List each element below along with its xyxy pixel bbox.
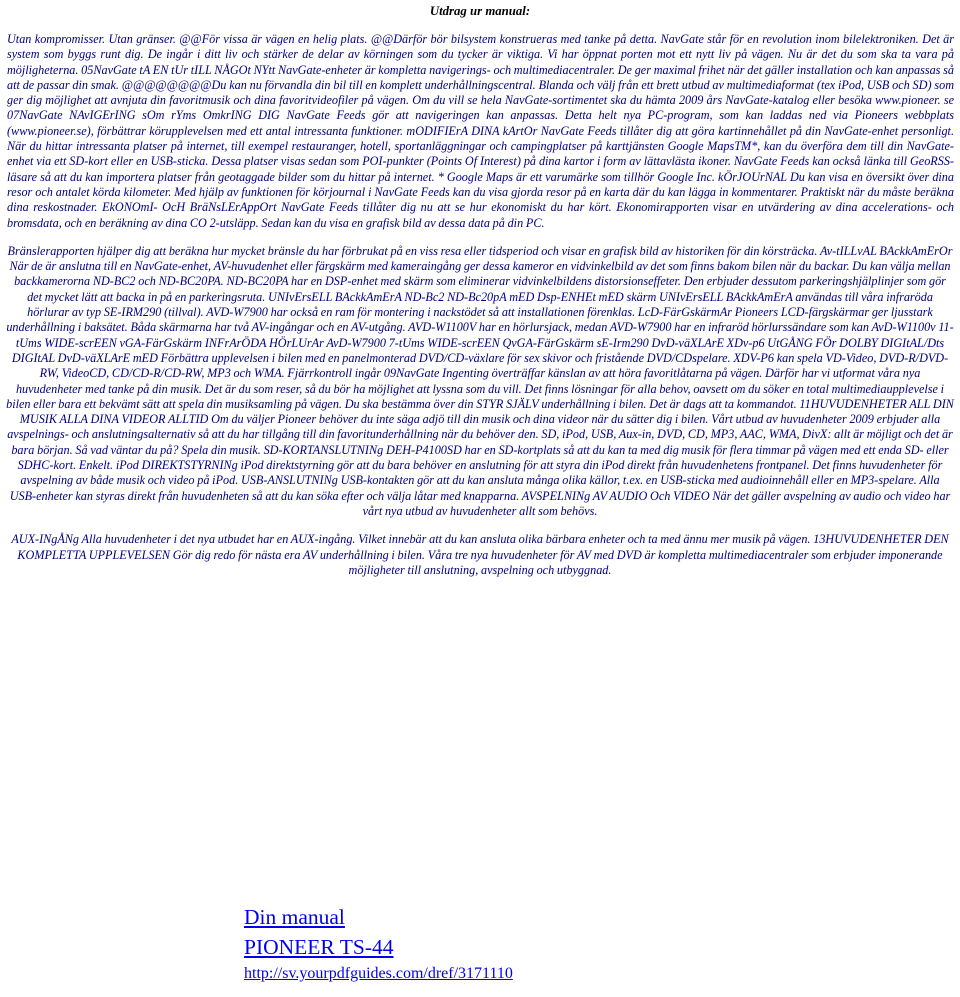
product-link[interactable]: PIONEER TS-44 xyxy=(244,935,394,959)
url-link[interactable]: http://sv.yourpdfguides.com/dref/3171110 xyxy=(244,965,513,982)
spacer xyxy=(0,519,960,532)
page-title: Utdrag ur manual: xyxy=(429,4,531,18)
paragraph-fuel-report: Bränslerapporten hjälper dig att beräkna hur mycket bränsle du har förbrukat på en viss resa eller tidsperiod och visar en grafisk bild av historiken för din körsträcka. Av-tILLvAL BAckkAmErOr När de är anslutna till en NavGate-enhet, AV-huvudenhet eller färgskärm med kameraingång ger dessa kameror en vidvinkelbild av det som finns bakom bilen när du backar. Du kan välja mellan backkamerorna ND-BC2 och ND-BC20PA. ND-BC20PA har en DSP-enhet med skärm som eliminerar vidvinkelbildens distorsionseffeter. Den erbjuder dessutom parkeringshjälplinjer som gör det mycket lätt att backa in på en parkeringsruta. UNIvErsELL BAckkAmErA ND-Bc2 ND-Bc20pA mED Dsp-ENHEt mED skärm UNIvErsELL BAckkAmErA användas till våra infraröda hörlurar av typ SE-IRM290 (tillval). AVD-W7900 har också en ram för montering i nackstödet så att installationen förenklas. LcD-FärGskärmAr Pioneers LCD-färgskärmar ger ljusstark underhållning i baksätet. Båda skärmarna har två AV-ingångar och en AV-utgång. AVD-W1100V har en hörlursjack, medan AVD-W7900 har en infraröd hörlurssändare som kan AvD-W1100v 11-tUms WIDE-scrEEN vGA-FärGskärm INFrArÖDA HÖrLUrAr AvD-W7900 7-tUms WIDE-scrEEN QvGA-FärGskärm sE-Irm290 DvD-väXLArE XDv-p6 UtGÅNG FÖr DOLBY DIGItAL/Dts DIGItAL DvD-väXLArE mED Förbättra upplevelsen i bilen med en panelmonterad DVD/CD-växlare för sex skivor och fristående DVD/CDspelare. XDV-P6 kan spela VD-Video, DVD-R/DVD-RW, VideoCD, CD/CD-R/CD-RW, MP3 och WMA. Fjärrkontroll ingår 09NavGate Ingenting överträffar känslan av att höra favoritlåtarna på vägen. Därför har vi utformat våra nya huvudenheter med tanke på din musik. Det är du som reser, så du bör ha möjlighet att lyssna som du vill. Det finns lösningar för alla behov, oavsett om du söker en total multimediaupplevelse i bilen eller bara ett bekvämt sätt att spela din musiksamling på vägen. Du ska bestämma över din STYR SJÄLV underhållning i bilen. Det är dags att ta kommandot. 11HUVUDENHETER ALL DIN MUSIK ALLA DINA VIDEOR ALLTID Om du väljer Pioneer behöver du inte säga adjö till din musik och dina videor när du sätter dig i bilen. Vårt utbud av huvudenheter 2009 erbjuder alla avspelnings- och anslutningsalternativ så att du har tillgång till din favoritunderhållning när du behöver den. SD, iPod, USB, Aux-in, DVD, CD, MP3, AAC, WMA, DivX: allt är möjligt och det är bara början. Så vad väntar du på? Spela din musik. SD-KORTANSLUTNINg DEH-P4100SD har en SD-kortplats så att du kan ta med dig musik för flera timmar på vägen med ett enda SD- eller SDHC-kort. Enkelt. iPod DIREKTSTYRNINg iPod direktstyrning gör att du bara behöver en anslutning för att styra din iPod direkt från huvudenhetens frontpanel. Det finns huvudenheter för avspelning av både musik och video på iPod. USB-ANSLUTNINg USB-kontakten gör att du kan ansluta många olika källor, t.ex. en USB-sticka med audioinnehåll eller en MP3-spelare. Alla USB-enheter kan styras direkt från huvudenheten så att du kan söka efter och välja låtar med knapparna. AVSPELNINg AV AUDIO Och VIDEO När det gäller avspelning av audio och video har vårt nya utbud av huvudenheter allt som behövs. xyxy=(6,243,954,518)
paragraph-intro: Utan kompromisser. Utan gränser. @@För vissa är vägen en helig plats. @@Därför bör bilsystem konstrueras med tanke på detta. NavGate står för en revolution inom bilelektroniken. Det är system som byggs runt dig. De ingår i ditt liv och stärker de delar av körningen som du tycker är viktiga. Vi har öppnat porten mot ett nytt liv på vägen. Nu är det du som ska ta vara på möjligheterna. 05NavGate tA EN tUr tILL NÅGOt NYtt NavGate-enheter är kompletta navigerings- och multimediacentraler. De ger maximal frihet när det gäller installation och kan anpassas så att de passar din smak. @@@@@@@@Du kan nu förvandla din bil till en komplett underhållningscentral. Blanda och välj från ett brett utbud av multimediaformat (tex iPod, USB och SD) som ger dig möjlighet att avnjuta din favoritmusik och dina favoritvideofiler på vägen. Om du vill se hela NavGate-sortimentet ska du hämta 2009 års NavGate-katalog eller besöka www.pioneer. se 07NavGate NAvIGErING sOm rYms OmkrING DIG NavGate Feeds gör att navigeringen kan anpassas. Detta helt nya PC-program, som kan laddas ned via Pioneers webbplats (www.pioneer.se), förbättrar körupplevelsen med ett antal intressanta funktioner. mODIFIErA DINA kArtOr NavGate Feeds tillåter dig att göra kartinnehållet på din NavGate-enhet personligt. När du hittar intressanta platser på internet, till exempel restauranger, hotell, sportanläggningar och campingplatser på karttjänsten Google MapsTM*, kan du överföra dem till din NavGate-enhet via ett SD-kort eller en USB-sticka. Dessa platser visas sedan som POI-punkter (Points Of Interest) på dina kartor i form av lättavlästa ikoner. NavGate Feeds kan också länka till GeoRSS-läsare så att du kan importera platser från geotaggade bilder som du hittar på internet. * Google Maps är ett varumärke som tillhör Google Inc. kÖrJOUrNAL Du kan visa en översikt över dina resor och antalet körda kilometer. Med hjälp av funktionen för körjournal i NavGate Feeds kan du visa gjorda resor på en karta där du kan lägga in kommentarer. Praktiskt när du måste beräkna dina reskostnader. EkONOmI- OcH BräNsLErAppOrt NavGate Feeds tillåter dig nu att se hur ekonomiskt du har kört. Ekonomirapporten visar en utvärdering av dina accelerations- och bromsdata, och en beräkning av dina CO 2-utsläpp. Sedan kan du visa en grafisk bild av dessa data på din PC. xyxy=(7,32,954,230)
link-block xyxy=(244,902,513,986)
paragraph-aux-input: AUX-INgÅNg Alla huvudenheter i det nya utbudet har en AUX-ingång. Vilket innebär att du kan ansluta olika bärbara enheter och ta med ännu mer musik på vägen. 13HUVUDENHETER DEN KOMPLETTA UPPLEVELSEN Gör dig redo för nästa era AV underhållning i bilen. Våra tre nya huvudenheter för AV med DVD är kompletta multimediacentraler som erbjuder imponerande möjligheter till anslutning, avspelning och utbyggnad. xyxy=(11,532,949,577)
spacer xyxy=(0,231,960,244)
manual-link[interactable]: Din manual xyxy=(244,905,345,929)
